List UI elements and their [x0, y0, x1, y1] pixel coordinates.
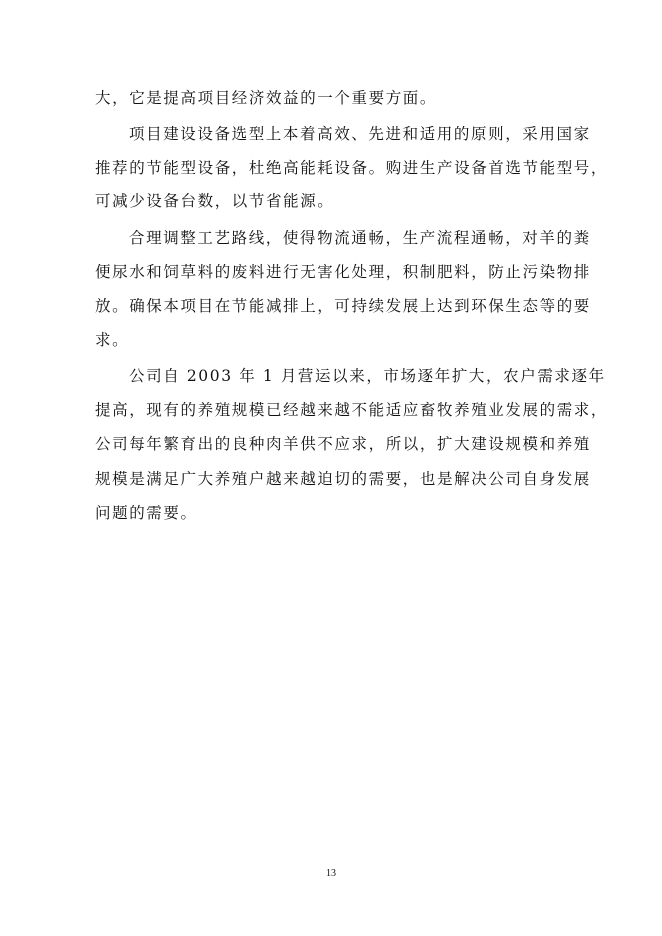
text-line: 问题的需要。	[95, 504, 198, 522]
text-line: 规模是满足广大养殖户越来越迫切的需要，也是解决公司自身发展	[95, 470, 591, 488]
text-line: 大，它是提高项目经济效益的一个重要方面。	[95, 89, 438, 107]
text-line: 合理调整工艺路线，使得物流通畅，生产流程通畅，对羊的粪	[129, 229, 591, 247]
text-line: 放。确保本项目在节能减排上，可持续发展上达到环保生态等的要	[95, 297, 591, 315]
text-line: 项目建设设备选型上本着高效、先进和适用的原则，采用国家	[129, 125, 591, 143]
text-line: 公司自 2003 年 1 月营运以来，市场逐年扩大，农户需求逐年	[129, 367, 606, 385]
text-line: 提高，现有的养殖规模已经越来越不能适应畜牧养殖业发展的需求，	[95, 401, 609, 419]
text-line: 求。	[95, 331, 130, 349]
text-line: 推荐的节能型设备，杜绝高能耗设备。购进生产设备首选节能型号，	[95, 159, 609, 177]
text-line: 便尿水和饲草料的废料进行无害化处理，积制肥料，防止污染物排	[95, 263, 591, 281]
page-number: 13	[326, 868, 336, 879]
text-line: 可减少设备台数，以节省能源。	[95, 192, 335, 210]
text-line: 公司每年繁育出的良种肉羊供不应求，所以，扩大建设规模和养殖	[95, 435, 591, 453]
